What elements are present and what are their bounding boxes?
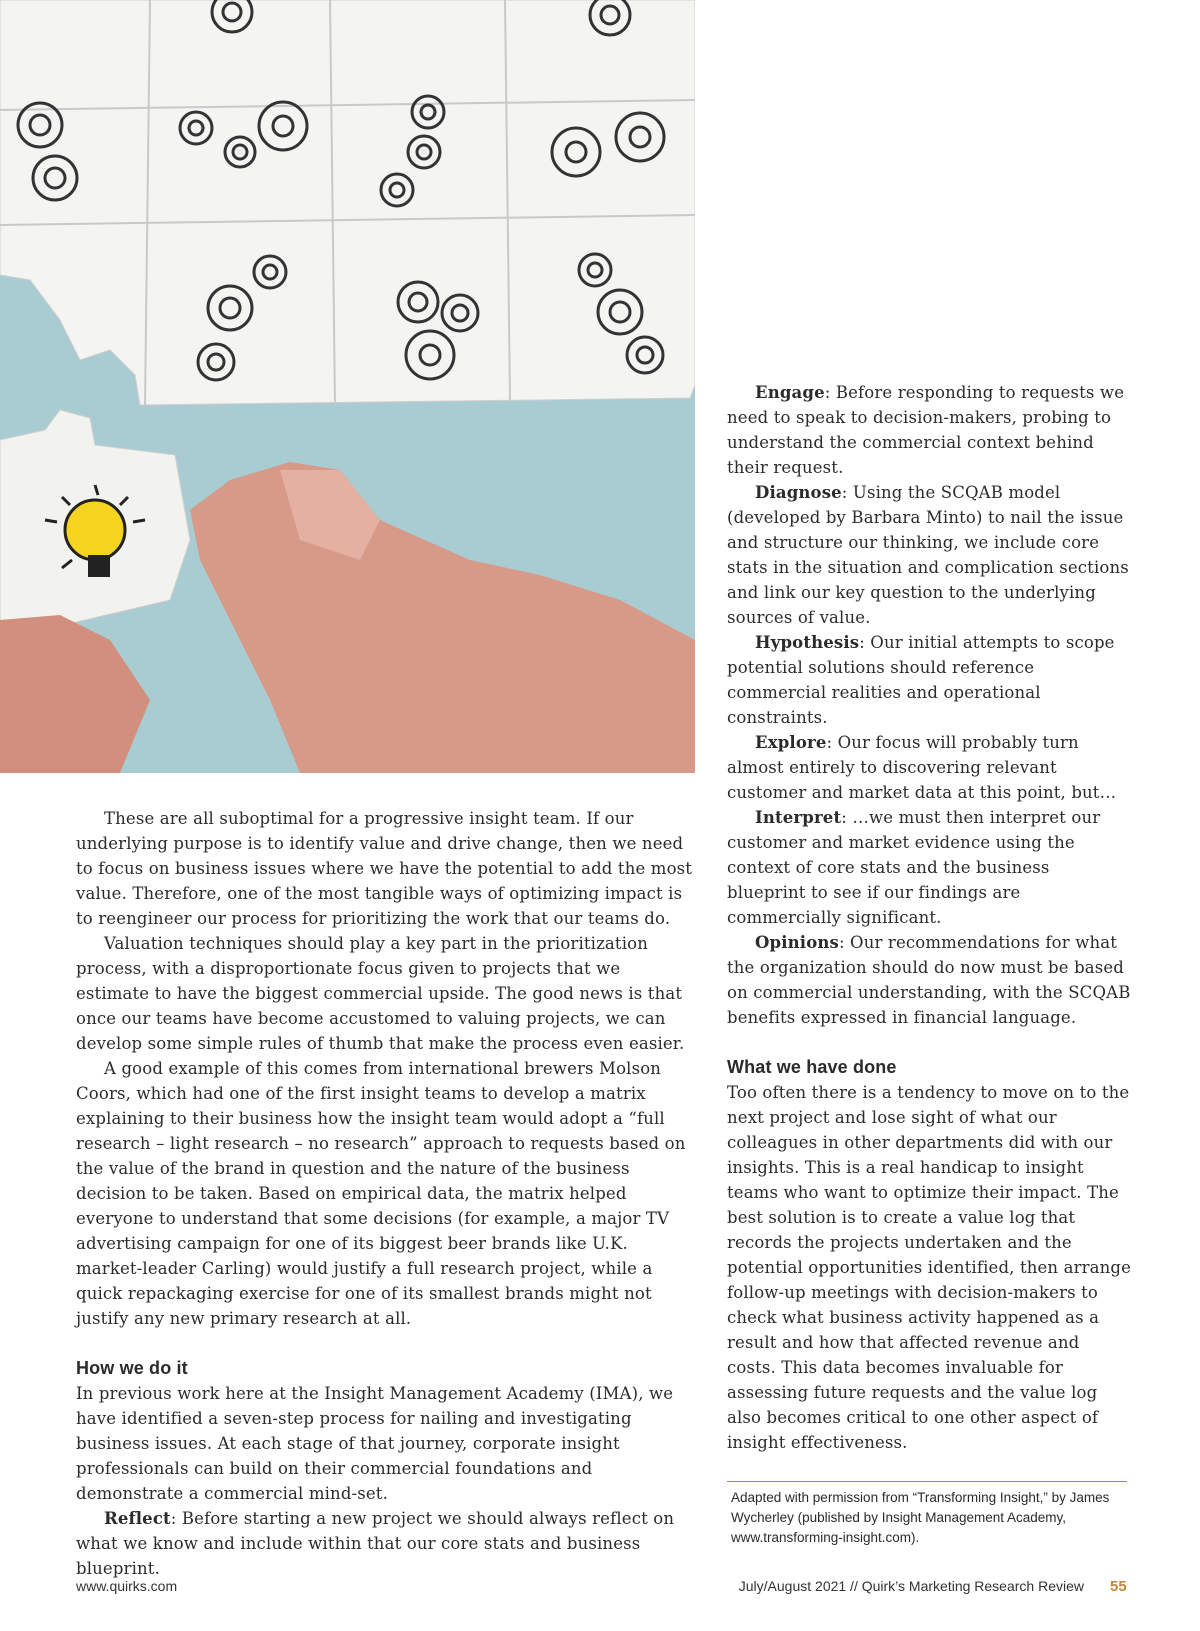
step-text: : Our focus will probably turn almost entirely to discovering relevant customer and market data at this point, but…: [727, 733, 1117, 802]
step-text: : …we must then interpret our customer and market evidence using the context of core stats and the business blueprint to see if our findings are commercially significant.: [727, 808, 1101, 927]
step-term: Hypothesis: [755, 633, 860, 652]
section-heading: What we have done: [727, 1057, 897, 1077]
puzzle-gears-icon: [0, 0, 695, 773]
step-text: : Our initial attempts to scope potential solutions should reference commercial realities and operational constraints.: [727, 633, 1115, 727]
step-paragraph: [76, 1506, 694, 1581]
footer-url: www.quirks.com: [76, 1578, 178, 1594]
step-paragraph: [727, 480, 1132, 630]
puzzle-photo: [0, 0, 695, 773]
left-column: [76, 806, 694, 1581]
step-term: Reflect: [104, 1509, 171, 1528]
credit-divider: [727, 1481, 1127, 1482]
paragraph: Too often there is a tendency to move on to the next project and lose sight of what our colleagues in other departments did with our insights. This is a real handicap to insight teams who want to optimize their impact. The best solution is to create a value log that records the projects undertaken and the potential opportunities identified, then arrange follow-up meetings with decision-makers to check what business activity happened as a result and how that affected revenue and costs. This data becomes invaluable for assessing future requests and the value log also becomes critical to one other aspect of insight effectiveness.: [727, 1083, 1132, 1452]
step-term: Engage: [755, 383, 825, 402]
section-heading: How we do it: [76, 1358, 188, 1378]
step-paragraph: [727, 730, 1132, 805]
footer-issue-text: July/August 2021 // Quirk’s Marketing Research Review: [738, 1578, 1084, 1594]
step-term: Opinions: [755, 933, 839, 952]
step-text: : Using the SCQAB model (developed by Barbara Minto) to nail the issue and structure our thinking, we include core stats in the situation and complication sections and link our key question to the underlying sources of value.: [727, 483, 1129, 627]
step-text: : Before responding to requests we need to speak to decision-makers, probing to understand the commercial context behind their request.: [727, 383, 1125, 477]
step-paragraph: [727, 805, 1132, 930]
step-term: Explore: [755, 733, 827, 752]
step-term: Diagnose: [755, 483, 842, 502]
footer-issue: [714, 1578, 1084, 1594]
paragraph: These are all suboptimal for a progressive insight team. If our underlying purpose is to identify value and drive change, then we need to focus on business issues where we have the potential to add the most value. Therefore, one of the most tangible ways of optimizing impact is to reengineer our process for prioritizing the work that our teams do.: [76, 809, 693, 928]
step-paragraph: [727, 380, 1132, 480]
step-text: : Our recommendations for what the organization should do now must be based on commercial understanding, with the SCQAB benefits expressed in financial language.: [727, 933, 1131, 1027]
paragraph: In previous work here at the Insight Management Academy (IMA), we have identified a seven-step process for nailing and investigating business issues. At each stage of that journey, corporate insight professionals can build on their commercial foundations and demonstrate a commercial mind-set.: [76, 1384, 674, 1503]
step-paragraph: [727, 930, 1132, 1030]
right-column: [727, 380, 1132, 1455]
step-paragraph: [727, 630, 1132, 730]
page-number: 55: [1110, 1578, 1127, 1595]
step-term: Interpret: [755, 808, 842, 827]
credit-note: Adapted with permission from “Transforming Insight,” by James Wycherley (published by Insight Management Academy, www.transforming-insight.com).: [731, 1490, 1110, 1545]
paragraph: Valuation techniques should play a key part in the prioritization process, with a disproportionate focus given to projects that we estimate to have the biggest commercial upside. The good news is that once our teams have become accustomed to valuing projects, we can develop some simple rules of thumb that make the process even easier.: [76, 934, 685, 1053]
step-text: : Before starting a new project we should always reflect on what we know and include within that our core stats and business blueprint.: [76, 1509, 675, 1578]
paragraph: A good example of this comes from international brewers Molson Coors, which had one of the first insight teams to develop a matrix explaining to their business how the insight team would adopt a “full research – light research – no research” approach to requests based on the value of the brand in question and the nature of the business decision to be taken. Based on empirical data, the matrix helped everyone to understand that some decisions (for example, a major TV advertising campaign for one of its biggest beer brands like U.K. market-leader Carling) would justify a full research project, while a quick repackaging exercise for one of its smallest brands might not justify any new primary research at all.: [76, 1059, 686, 1328]
